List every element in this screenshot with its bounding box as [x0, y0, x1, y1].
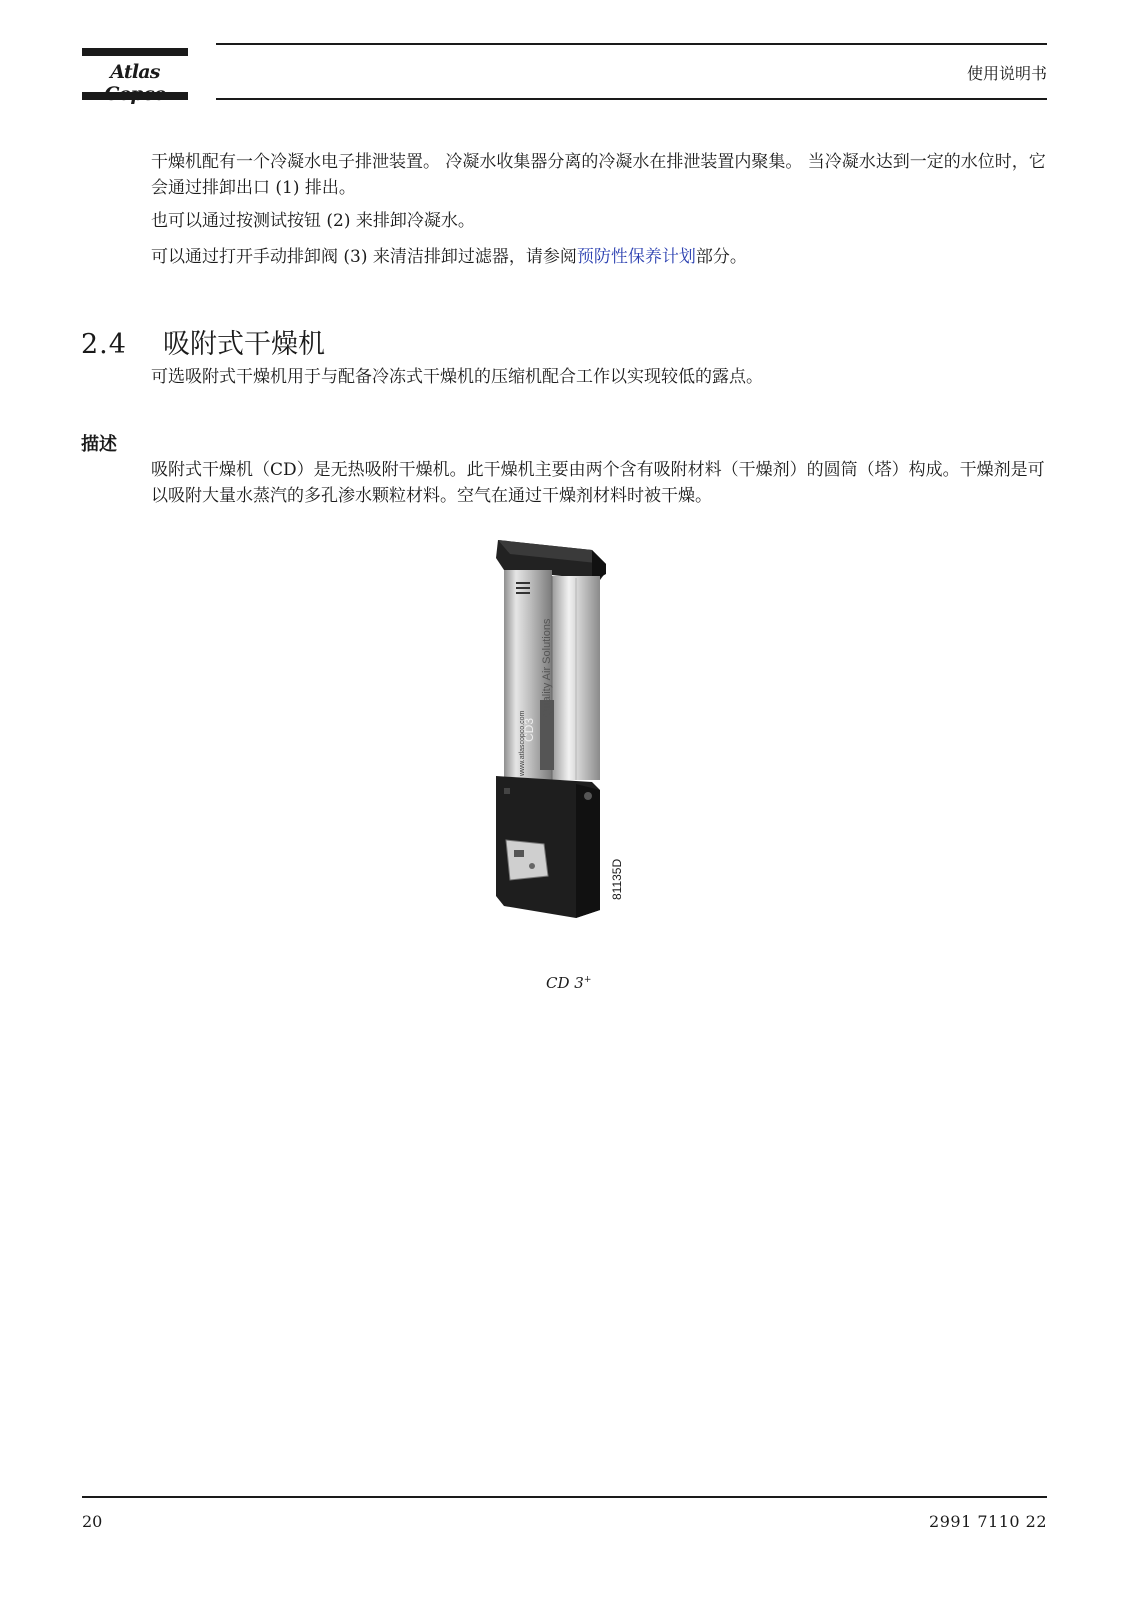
document-type: 使用说明书	[966, 64, 1047, 83]
page-number: 20	[82, 1512, 103, 1531]
section-summary: 可选吸附式干燥机用于与配备冷冻式干燥机的压缩机配合工作以实现较低的露点。	[151, 367, 763, 387]
section-number: 2.4	[81, 329, 127, 360]
preventive-maintenance-link[interactable]: 预防性保养计划	[576, 247, 696, 267]
intro-paragraph-1: 干燥机配有一个冷凝水电子排泄装置。 冷凝水收集器分离的冷凝水在排泄装置内聚集。 当冷凝水达到一定的水位时，它会通过排卸出口 (1) 排出。	[151, 152, 1046, 198]
device-website: www.atlascopco.com	[519, 710, 526, 776]
device-model-label: CD3	[522, 717, 536, 742]
header-rule-top	[216, 43, 1047, 45]
section-title: 吸附式干燥机	[163, 329, 325, 360]
atlas-copco-logo	[82, 48, 188, 100]
intro-paragraph-3	[151, 244, 1051, 270]
intro-paragraph-3-end: 部分。	[695, 247, 747, 267]
logo-bar-bottom	[82, 92, 188, 100]
device-tagline: Quality Air Solutions	[541, 618, 553, 717]
cd3-dryer-illustration	[480, 540, 660, 930]
figure-code: 81135D	[610, 858, 624, 900]
cd3-dryer-figure	[480, 540, 660, 930]
intro-paragraph-3-start: 可以通过打开手动排卸阀 (3) 来清洁排卸过滤器，请参阅	[151, 247, 577, 267]
footer-rule	[82, 1496, 1047, 1498]
header-rule-bottom	[216, 98, 1047, 100]
figure-caption	[546, 974, 591, 992]
logo-bar-top	[82, 48, 188, 56]
intro-paragraph-2: 也可以通过按测试按钮 (2) 来排卸冷凝水。	[151, 211, 475, 231]
document-number: 2991 7110 22	[929, 1512, 1047, 1531]
section-heading	[81, 322, 325, 361]
logo-text: Atlas	[110, 61, 160, 83]
figure-caption-sup: +	[583, 975, 592, 985]
figure-caption-text: CD 3	[546, 974, 584, 992]
description-heading: 描述	[81, 434, 117, 455]
description-paragraph: 吸附式干燥机（CD）是无热吸附干燥机。此干燥机主要由两个含有吸附材料（干燥剂）的圆筒（塔）构成。干燥剂是可以吸附大量水蒸汽的多孔渗水颗粒材料。空气在通过干燥剂材料时被干燥。	[151, 460, 1045, 506]
